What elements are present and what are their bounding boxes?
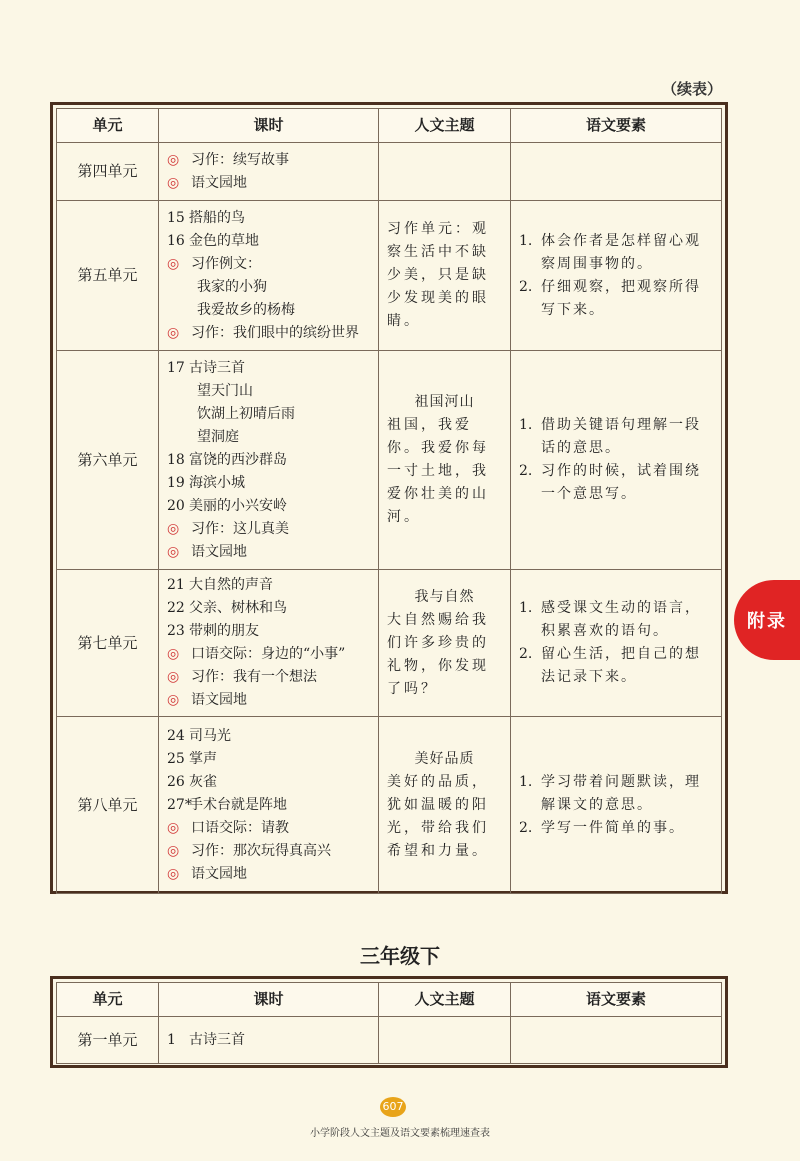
header-theme: 人文主题 [379, 983, 511, 1017]
unit-cell: 第四单元 [57, 143, 159, 201]
unit-cell: 第八单元 [57, 717, 159, 894]
lesson-item [167, 322, 370, 345]
lesson-number: 16 [167, 232, 185, 249]
lesson-title: 口语交际：请教 [191, 819, 289, 836]
lesson-title: 习作：我有一个想法 [191, 669, 317, 685]
element-index: 1. [519, 773, 533, 790]
lesson-title: 带刺的朋友 [189, 623, 259, 639]
header-unit: 单元 [57, 109, 159, 143]
lesson-item [167, 495, 370, 518]
element-text: 学习带着问题默读，理解课文的意思。 [541, 773, 701, 813]
table-header-row [57, 109, 722, 143]
lesson-title: 习作例文： [191, 255, 261, 272]
unit-cell: 第七单元 [57, 570, 159, 717]
table-row [57, 1017, 722, 1064]
lesson-number: 1 [167, 1031, 176, 1048]
theme-text: 美好的品质，犹如温暖的阳光，带给我们希望和力量。 [387, 773, 489, 859]
lesson-title: 手术台就是阵地 [189, 796, 287, 813]
lesson-title: 语文园地 [191, 692, 247, 708]
footer-title: 小学阶段人文主题及语文要素梳理速查表 [310, 1128, 490, 1139]
table-row [57, 717, 722, 894]
lesson-number: 17 [167, 359, 185, 376]
lesson-title: 我爱故乡的杨梅 [197, 301, 295, 318]
lesson-title: 父亲、树林和鸟 [189, 600, 287, 616]
lesson-title: 语文园地 [191, 174, 247, 191]
lesson-item [167, 620, 370, 643]
lesson-item [167, 207, 370, 230]
lesson-title: 我家的小狗 [197, 278, 267, 295]
lesson-item [167, 449, 370, 472]
lesson-title: 望天门山 [197, 382, 253, 399]
lesson-title: 望洞庭 [197, 428, 239, 445]
lesson-number: 19 [167, 474, 185, 491]
table-row [57, 351, 722, 570]
lesson-number: 20 [167, 497, 185, 514]
lesson-item [167, 643, 370, 666]
lesson-title: 古诗三首 [189, 359, 245, 376]
element-item [519, 597, 713, 643]
theme-text: 习作单元：观察生活中不缺少美，只是缺少发现美的眼睛。 [387, 221, 489, 329]
lessons-cell [159, 717, 379, 894]
element-text: 感受课文生动的语言，积累喜欢的语句。 [541, 600, 701, 639]
element-item [519, 771, 713, 817]
lesson-title: 司马光 [189, 727, 231, 744]
lesson-title: 口语交际：身边的“小事” [191, 646, 346, 662]
lesson-item [167, 426, 370, 449]
lesson-item [167, 689, 370, 712]
element-text: 借助关键语句理解一段话的意思。 [541, 417, 701, 456]
header-lessons: 课时 [159, 983, 379, 1017]
lesson-number: 24 [167, 727, 185, 744]
bullet-circle-icon: ◎ [167, 669, 180, 685]
header-elements: 语文要素 [511, 109, 722, 143]
lesson-number: 21 [167, 577, 185, 593]
lesson-title: 饮湖上初晴后雨 [197, 405, 295, 422]
theme-cell [379, 570, 511, 717]
header-theme: 人文主题 [379, 109, 511, 143]
theme-cell [379, 1017, 511, 1064]
lessons-cell [159, 143, 379, 201]
unit-cell: 第一单元 [57, 1017, 159, 1064]
lesson-item [167, 748, 370, 771]
lesson-item [167, 794, 370, 817]
element-index: 2. [519, 278, 533, 295]
lesson-title: 灰雀 [189, 773, 217, 790]
theme-text: 祖国，我爱你。我爱你每一寸土地，我爱你壮美的山河。 [387, 417, 489, 525]
table-row [57, 201, 722, 351]
lessons-cell [159, 570, 379, 717]
lesson-title: 搭船的鸟 [189, 209, 245, 226]
curriculum-table-2 [50, 976, 728, 1068]
lesson-item [167, 299, 370, 322]
lesson-item [167, 597, 370, 620]
bullet-circle-icon: ◎ [167, 174, 180, 191]
lessons-cell [159, 1017, 379, 1064]
elements-cell [511, 143, 722, 201]
lesson-title: 大自然的声音 [189, 577, 273, 593]
element-item [519, 817, 713, 840]
element-index: 2. [519, 463, 533, 479]
element-text: 留心生活，把自己的想法记录下来。 [541, 646, 701, 685]
header-unit: 单元 [57, 983, 159, 1017]
element-index: 2. [519, 646, 533, 662]
lesson-title: 金色的草地 [189, 232, 259, 249]
elements-list [519, 414, 713, 506]
element-text: 仔细观察，把观察所得写下来。 [541, 278, 701, 318]
lesson-number: 23 [167, 623, 185, 639]
lesson-item [167, 472, 370, 495]
elements-list [519, 597, 713, 689]
element-item [519, 460, 713, 506]
lesson-item [167, 253, 370, 276]
bullet-circle-icon: ◎ [167, 255, 180, 272]
element-text: 习作的时候，试着围绕一个意思写。 [541, 463, 701, 502]
bullet-circle-icon: ◎ [167, 646, 180, 662]
lesson-title: 海滨小城 [189, 474, 245, 491]
lesson-item [167, 863, 370, 886]
elements-cell [511, 570, 722, 717]
lesson-item [167, 403, 370, 426]
elements-cell [511, 201, 722, 351]
grade-title: 三年级下 [360, 944, 440, 968]
theme-title: 美好品质 [414, 750, 475, 767]
lesson-item [167, 230, 370, 253]
bullet-circle-icon: ◎ [167, 151, 180, 168]
lesson-item [167, 172, 370, 195]
lesson-item [167, 149, 370, 172]
theme-cell [379, 143, 511, 201]
lesson-title: 古诗三首 [189, 1031, 245, 1048]
lesson-title: 习作：我们眼中的缤纷世界 [191, 324, 359, 341]
bullet-circle-icon: ◎ [167, 842, 180, 859]
lesson-number: 27* [167, 796, 192, 813]
lesson-title: 语文园地 [191, 865, 247, 882]
lesson-item [167, 276, 370, 299]
curriculum-table [50, 102, 728, 894]
appendix-tab[interactable]: 附录 [734, 580, 800, 660]
lessons-cell [159, 351, 379, 570]
lesson-item [167, 541, 370, 564]
lesson-title: 习作：那次玩得真高兴 [191, 842, 331, 859]
lesson-number: 22 [167, 600, 185, 616]
element-index: 1. [519, 232, 533, 249]
element-index: 1. [519, 417, 533, 433]
lesson-title: 习作：这儿真美 [191, 520, 289, 537]
theme-cell [379, 351, 511, 570]
lesson-item [167, 817, 370, 840]
lesson-number: 25 [167, 750, 185, 767]
element-text: 体会作者是怎样留心观察周围事物的。 [541, 232, 701, 272]
elements-cell [511, 351, 722, 570]
header-elements: 语文要素 [511, 983, 722, 1017]
element-item [519, 230, 713, 276]
lesson-item [167, 840, 370, 863]
lesson-item [167, 574, 370, 597]
unit-cell: 第五单元 [57, 201, 159, 351]
lesson-item [167, 725, 370, 748]
lesson-number: 26 [167, 773, 185, 790]
lesson-title: 习作：续写故事 [191, 151, 289, 168]
header-lessons: 课时 [159, 109, 379, 143]
bullet-circle-icon: ◎ [167, 692, 180, 708]
theme-text: 大自然赐给我们许多珍贵的礼物，你发现了吗？ [387, 611, 489, 697]
lesson-item [167, 380, 370, 403]
lessons-cell [159, 201, 379, 351]
lesson-number: 18 [167, 451, 185, 468]
bullet-circle-icon: ◎ [167, 520, 180, 537]
bullet-circle-icon: ◎ [167, 819, 180, 836]
lesson-title: 语文园地 [191, 543, 247, 560]
table-row [57, 143, 722, 201]
element-text: 学写一件简单的事。 [541, 819, 685, 836]
lesson-title: 美丽的小兴安岭 [189, 497, 287, 514]
lesson-item [167, 771, 370, 794]
lesson-title: 掌声 [189, 750, 217, 767]
lesson-title: 富饶的西沙群岛 [189, 451, 287, 468]
lesson-item [167, 518, 370, 541]
element-item [519, 276, 713, 322]
elements-cell [511, 1017, 722, 1064]
element-index: 1. [519, 600, 533, 616]
continuation-note: （续表） [661, 80, 722, 98]
bullet-circle-icon: ◎ [167, 865, 180, 882]
theme-cell [379, 717, 511, 894]
bullet-circle-icon: ◎ [167, 543, 180, 560]
theme-title: 我与自然 [414, 588, 475, 605]
bullet-circle-icon: ◎ [167, 324, 180, 341]
elements-list [519, 771, 713, 840]
theme-cell [379, 201, 511, 351]
lesson-item [167, 357, 370, 380]
lesson-item [167, 1029, 370, 1052]
element-item [519, 643, 713, 689]
theme-title: 祖国河山 [414, 394, 475, 410]
lesson-number: 15 [167, 209, 185, 226]
elements-cell [511, 717, 722, 894]
lesson-item [167, 666, 370, 689]
page-number: 607 [380, 1097, 406, 1117]
table-row [57, 570, 722, 717]
element-item [519, 414, 713, 460]
unit-cell: 第六单元 [57, 351, 159, 570]
elements-list [519, 230, 713, 322]
table-header-row [57, 983, 722, 1017]
element-index: 2. [519, 819, 533, 836]
